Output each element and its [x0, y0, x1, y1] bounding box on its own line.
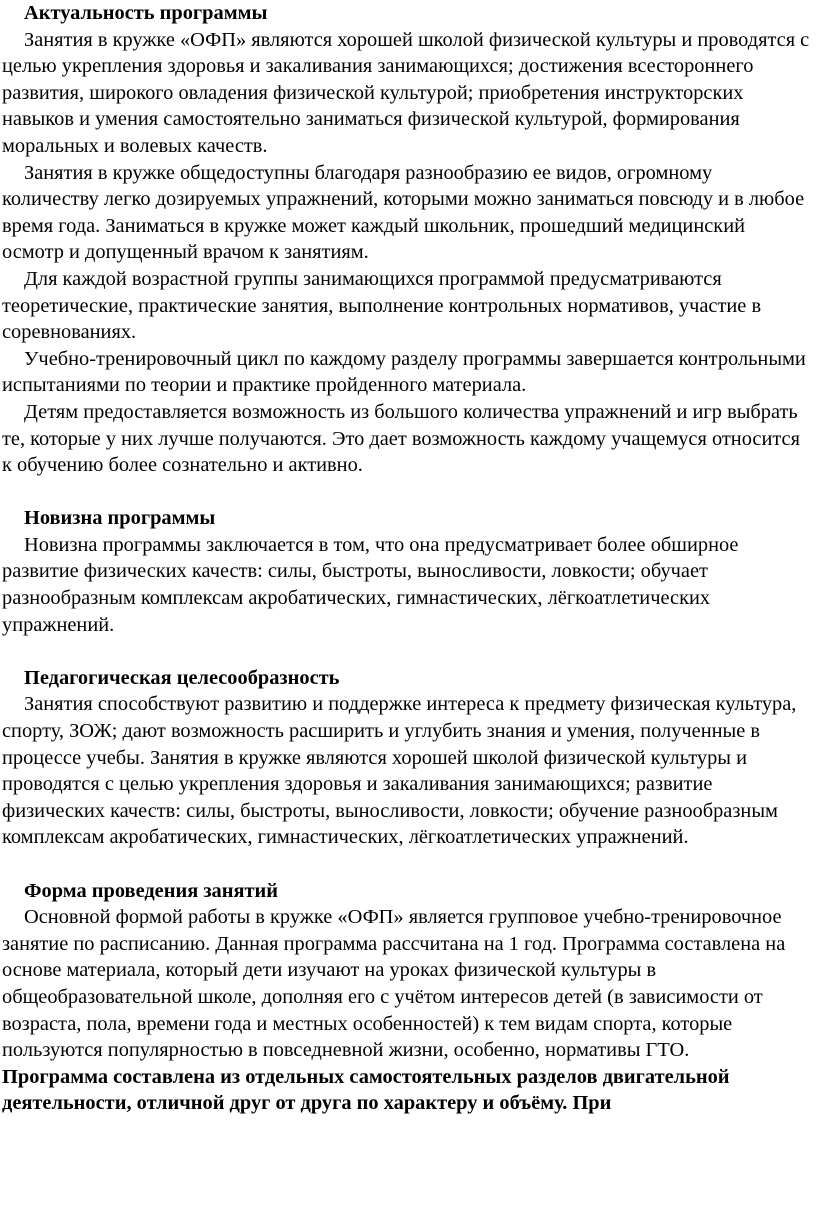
paragraph: Детям предоставляется возможность из большого количества упражнений и игр выбрать те, которые у них лучше получаются. Это дает возможность каждому учащемуся относится к обучению более сознательно и активно. — [2, 400, 800, 477]
paragraph: Новизна программы заключается в том, что она предусматривает более обширное развитие физических качеств: силы, быстроты, выносливости, ловкости; обучает разнообразным комплексам акробатических, гимнастических, лёгкоатлетических упражнений. — [2, 533, 739, 636]
section-title-novelty: Новизна программы — [24, 507, 216, 530]
spacer — [2, 851, 812, 878]
spacer — [2, 479, 812, 506]
spacer — [2, 638, 812, 665]
paragraph: Занятия в кружке «ОФП» являются хорошей школой физической культуры и проводятся с целью укрепления здоровья и закаливания занимающихся; достижения всестороннего развития, широкого овладения физической культурой; приобретения инструкторских навыков и умения самостоятельно заниматься физической культурой, формирования моральных и волевых качеств. — [2, 28, 810, 157]
section-title-relevance: Актуальность программы — [24, 2, 268, 24]
section-title-pedagogical-expediency: Педагогическая целесообразность — [24, 666, 340, 689]
paragraph: Учебно-тренировочный цикл по каждому разделу программы завершается контрольными испытаниями по теории и практике пройденного материала. — [2, 347, 806, 397]
section-title-lesson-form: Форма проведения занятий — [24, 879, 279, 902]
paragraph: Занятия способствуют развитию и поддержке интереса к предмету физическая культура, спорту, ЗОЖ; дают возможность расширить и углубить знания и умения, полученные в процессе учебы. Занятия в кружке являются хорошей школой физической культуры и проводятся с целью укрепления здоровья и закаливания занимающихся; развитие физических качеств: силы, быстроты, выносливости, ловкости; обучение разнообразным комплексам акробатических, гимнастических, лёгкоатлетических упражнений. — [2, 693, 797, 849]
paragraph: Основной формой работы в кружке «ОФП» является групповое учебно-тренировочное занятие по расписанию. Данная программа рассчитана на 1 год. Программа составлена на основе материала, который дети изучают на уроках физической культуры в общеобразовательной школе, дополняя его с учётом интересов детей (в зависимости от возраста, пола, времени года и местных особенностей) к тем видам спорта, которые пользуются популярностью в повседневной жизни, особенно, нормативы ГТО. — [2, 906, 786, 1062]
paragraph: Для каждой возрастной группы занимающихся программой предусматриваются теоретические, практические занятия, выполнение контрольных нормативов, участие в соревнованиях. — [2, 267, 762, 344]
bold-paragraph: Программа составлена из отдельных самостоятельных разделов двигательной деятельности, отличной друг от друга по характеру и объёму. При — [2, 1065, 730, 1115]
paragraph: Занятия в кружке общедоступны благодаря разнообразию ее видов, огромному количеству легко дозируемых упражнений, которыми можно заниматься повсюду и в любое время года. Заниматься в кружке может каждый школьник, прошедший медицинский осмотр и допущенный врачом к занятиям. — [2, 161, 805, 264]
